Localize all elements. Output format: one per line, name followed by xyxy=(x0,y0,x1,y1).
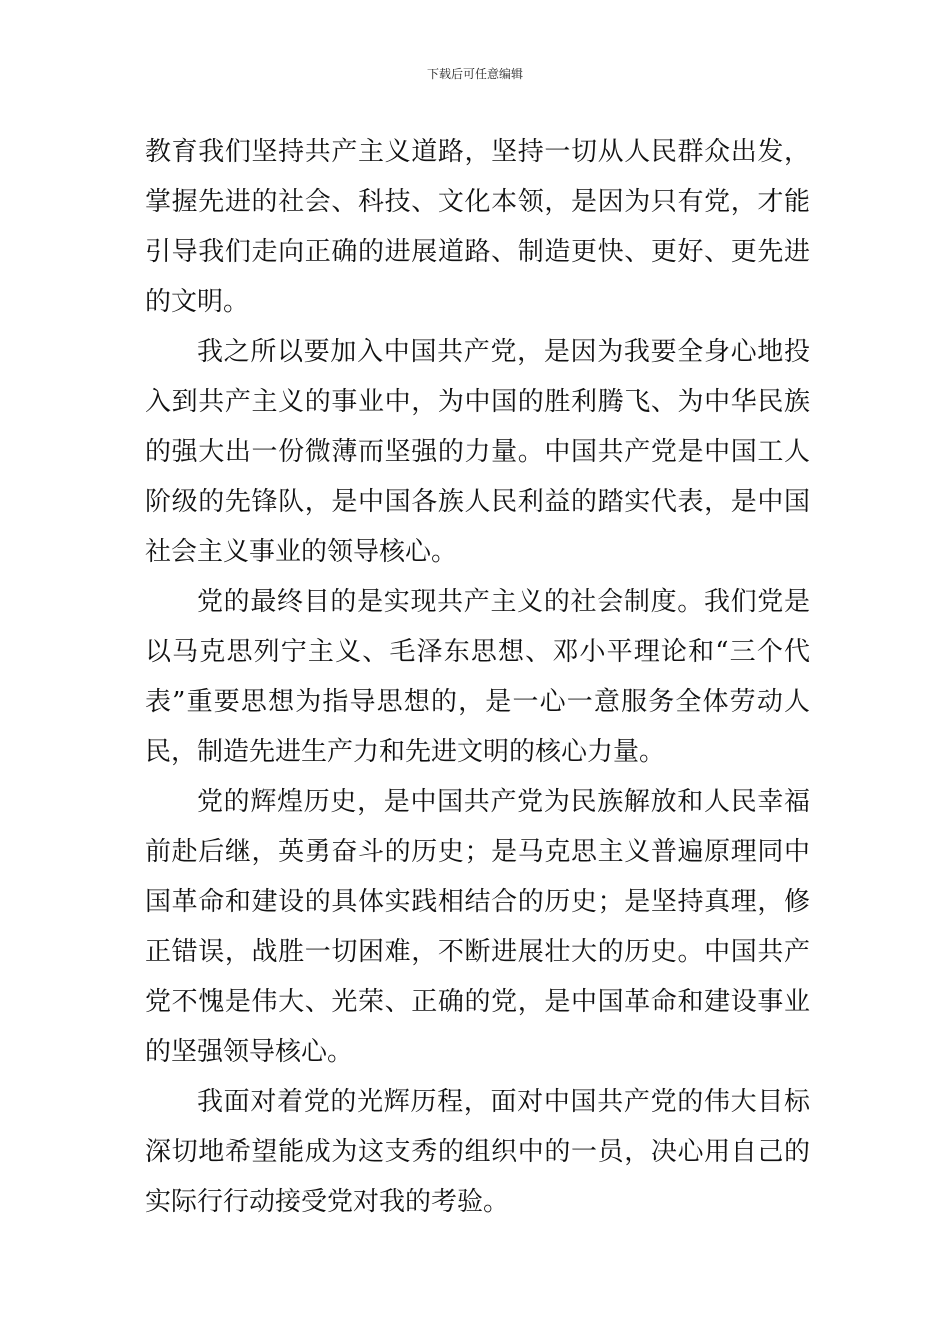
document-body xyxy=(145,127,810,1227)
paragraph-4: 党的辉煌历史，是中国共产党为民族解放和人民幸福前赴后继，英勇奋斗的历史；是马克思主义普遍原理同中国革命和建设的具体实践相结合的历史；是坚持真理，修正错误，战胜一切困难，不断进展壮大的历史。中国共产党不愧是伟大、光荣、正确的党，是中国革命和建设事业的坚强领导核心。 xyxy=(145,787,810,1067)
page-header: 下载后可任意编辑 xyxy=(426,67,523,81)
paragraph-3: 党的最终目的是实现共产主义的社会制度。我们党是以马克思列宁主义、毛泽东思想、邓小平理论和“三个代表”重要思想为指导思想的，是一心一意服务全体劳动人民，制造先进生产力和先进文明的核心力量。 xyxy=(145,587,810,767)
paragraph-1: 教育我们坚持共产主义道路，坚持一切从人民群众出发，掌握先进的社会、科技、文化本领，是因为只有党，才能引导我们走向正确的进展道路、制造更快、更好、更先进的文明。 xyxy=(145,137,810,317)
paragraph-2: 我之所以要加入中国共产党，是因为我要全身心地投入到共产主义的事业中，为中国的胜利腾飞、为中华民族的强大出一份微薄而坚强的力量。中国共产党是中国工人阶级的先锋队，是中国各族人民利益的踏实代表，是中国社会主义事业的领导核心。 xyxy=(145,337,810,567)
paragraph-5: 我面对着党的光辉历程，面对中国共产党的伟大目标深切地希望能成为这支秀的组织中的一员，决心用自己的实际行行动接受党对我的考验。 xyxy=(145,1087,810,1217)
